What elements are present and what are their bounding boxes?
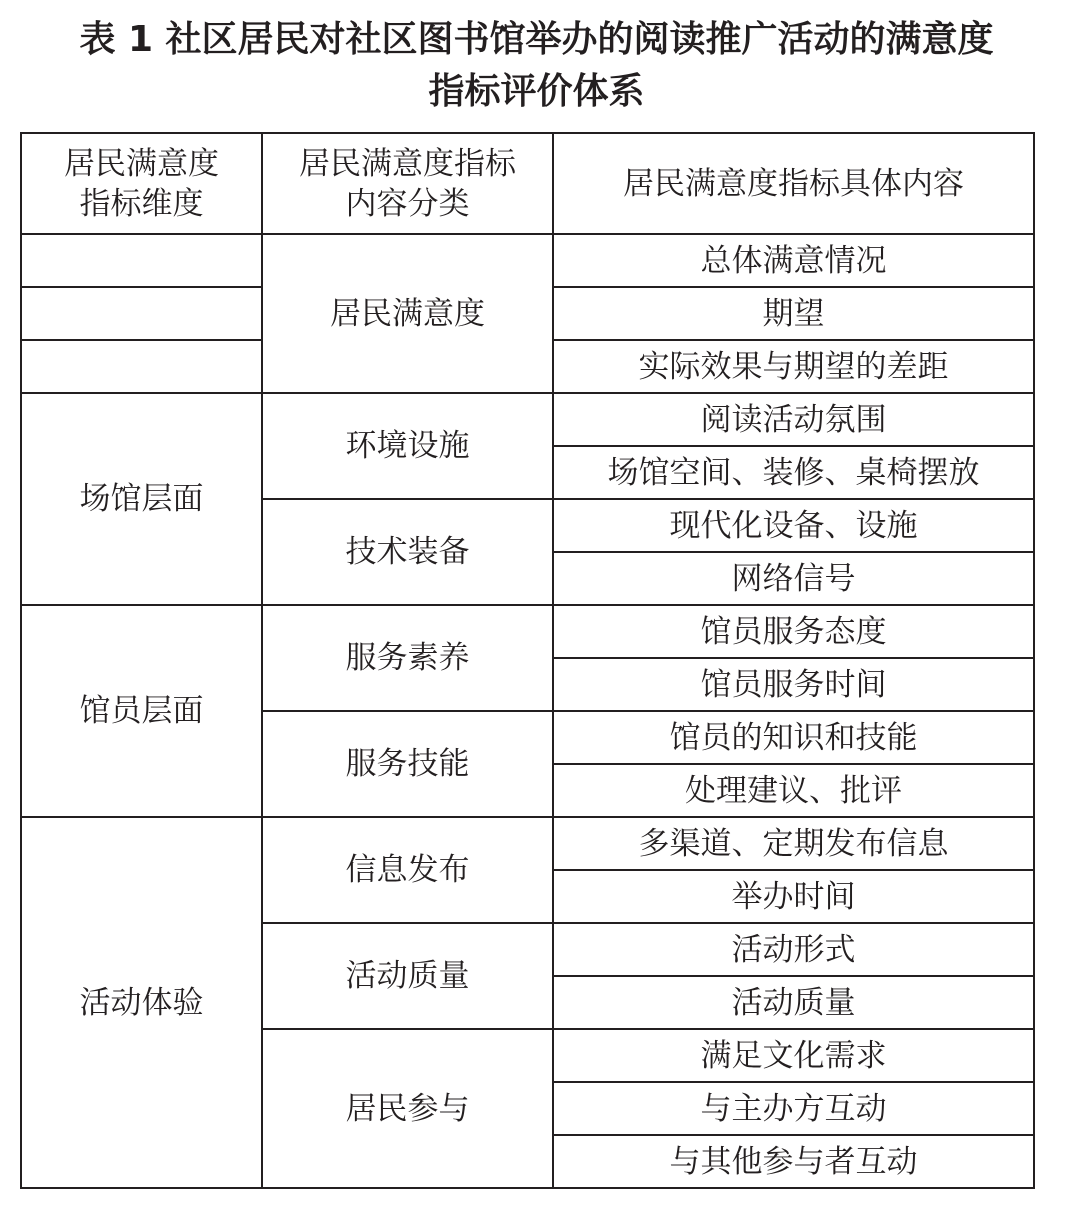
header-dimension: 居民满意度 指标维度 [21,133,262,234]
category-cell: 技术装备 [262,499,553,605]
content-cell: 现代化设备、设施 [553,499,1034,552]
table-row [21,393,1034,446]
content-cell: 阅读活动氛围 [553,393,1034,446]
content-cell: 多渠道、定期发布信息 [553,817,1034,870]
header-category: 居民满意度指标 内容分类 [262,133,553,234]
content-cell: 与主办方互动 [553,1082,1034,1135]
content-cell: 期望 [553,287,1034,340]
dimension-cell-empty [21,287,262,340]
dimension-cell-empty [21,234,262,287]
content-cell: 活动质量 [553,976,1034,1029]
content-cell: 处理建议、批评 [553,764,1034,817]
category-cell: 居民参与 [262,1029,553,1188]
dimension-cell: 馆员层面 [21,605,262,817]
dimension-cell: 活动体验 [21,817,262,1188]
category-cell: 服务技能 [262,711,553,817]
satisfaction-index-table [20,132,1035,1189]
category-cell: 信息发布 [262,817,553,923]
content-cell: 馆员的知识和技能 [553,711,1034,764]
content-cell: 总体满意情况 [553,234,1034,287]
dimension-cell: 场馆层面 [21,393,262,605]
category-cell: 环境设施 [262,393,553,499]
header-content: 居民满意度指标具体内容 [553,133,1034,234]
content-cell: 举办时间 [553,870,1034,923]
table-row [21,605,1034,658]
content-cell: 活动形式 [553,923,1034,976]
content-cell: 实际效果与期望的差距 [553,340,1034,393]
category-cell: 服务素养 [262,605,553,711]
caption-line-1: 表 1 社区居民对社区图书馆举办的阅读推广活动的满意度 [79,19,994,60]
table-row [21,817,1034,870]
content-cell: 网络信号 [553,552,1034,605]
content-cell: 馆员服务态度 [553,605,1034,658]
category-cell: 活动质量 [262,923,553,1029]
dimension-cell-empty [21,340,262,393]
header-row [21,133,1034,234]
content-cell: 与其他参与者互动 [553,1135,1034,1188]
caption-line-2: 指标评价体系 [428,71,645,112]
content-cell: 满足文化需求 [553,1029,1034,1082]
content-cell: 场馆空间、装修、桌椅摆放 [553,446,1034,499]
category-cell: 居民满意度 [262,234,553,393]
content-cell: 馆员服务时间 [553,658,1034,711]
table-row [21,234,1034,287]
